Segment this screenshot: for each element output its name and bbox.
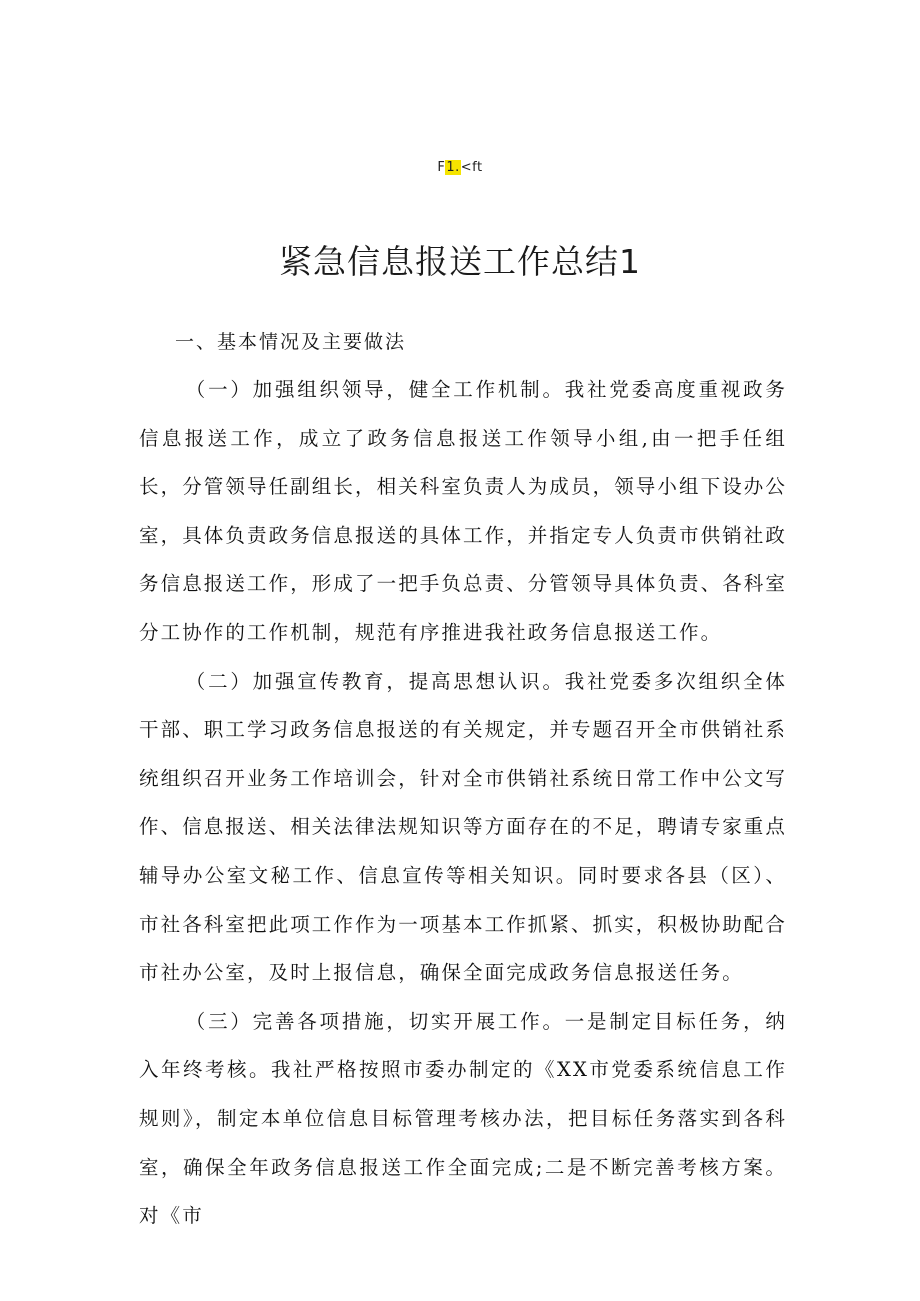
- header-mark-prefix: F: [437, 160, 446, 175]
- page-header-mark: [0, 160, 920, 175]
- document-title: 紧急信息报送工作总结1: [279, 242, 641, 281]
- header-mark-suffix: <ft: [460, 160, 483, 175]
- header-mark-highlight: 1.: [446, 160, 460, 175]
- section-heading: 一、基本情况及主要做法: [175, 331, 407, 353]
- paragraph-publicity-education: （二）加强宣传教育，提高思想认识。我社党委多次组织全体干部、职工学习政务信息报送的有关规定，并专题召开全市供销社系统组织召开业务工作培训会，针对全市供销社系统日常工作中公文写作、信息报送、相关法律法规知识等方面存在的不足，聘请专家重点辅导办公室文秘工作、信息宣传等相关知识。同时要求各县（区）、市社各科室把此项工作作为一项基本工作抓紧、抓实，积极协助配合市社办公室，及时上报信息，确保全面完成政务信息报送任务。: [139, 669, 788, 985]
- paragraph-organization-leadership: （一）加强组织领导，健全工作机制。我社党委高度重视政务信息报送工作，成立了政务信息报送工作领导小组,由一把手任组长，分管领导任副组长，相关科室负责人为成员，领导小组下设办公室，具体负责政务信息报送的具体工作，并指定专人负责市供销社政务信息报送工作，形成了一把手负总责、分管领导具体负责、各科室分工协作的工作机制，规范有序推进我社政务信息报送工作。: [139, 378, 788, 644]
- paragraph-improve-measures: （三）完善各项措施，切实开展工作。一是制定目标任务，纳入年终考核。我社严格按照市委办制定的《XX市党委系统信息工作规则》，制定本单位信息目标管理考核办法，把目标任务落实到各科室，确保全年政务信息报送工作全面完成;二是不断完善考核方案。对《市: [139, 1009, 787, 1228]
- document-body: [139, 318, 787, 1241]
